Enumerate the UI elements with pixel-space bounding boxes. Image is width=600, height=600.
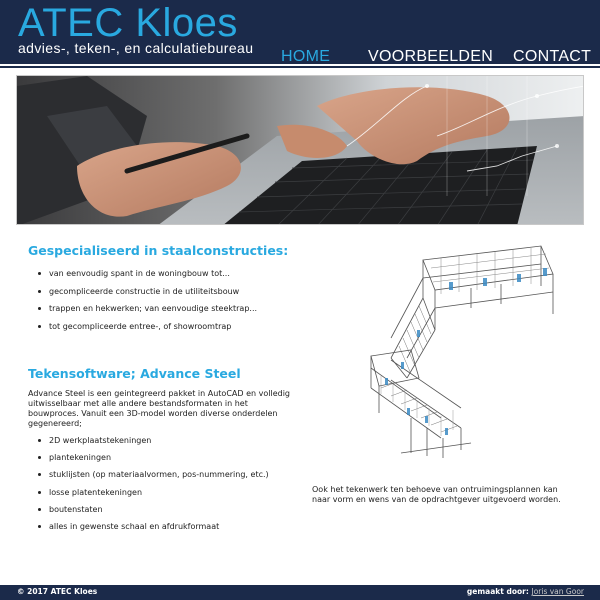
footer-credit-label: gemaakt door:: [466, 587, 529, 596]
section-title-staalconstructies: Gespecialiseerd in staalconstructies:: [28, 243, 289, 258]
hero-image: [16, 75, 584, 225]
list-item: van eenvoudig spant in de woningbouw tot...: [37, 268, 257, 286]
advance-steel-list: [37, 435, 269, 538]
logo-subtitle: advies-, teken-, en calculatiebureau: [18, 40, 254, 56]
list-item: tot gecompliceerde entree-, of showroomtrap: [37, 321, 257, 339]
footer-credit-link[interactable]: Joris van Goor: [531, 587, 584, 596]
list-item: stuklijsten (op materiaalvormen, pos-nummering, etc.): [37, 469, 269, 486]
staalconstructies-list: [37, 268, 257, 338]
list-item: losse platentekeningen: [37, 487, 269, 504]
nav-contact[interactable]: CONTACT: [513, 48, 592, 65]
nav-voorbeelden[interactable]: VOORBEELDEN: [368, 48, 494, 65]
staircase-3d-model: [331, 238, 565, 460]
list-item: boutenstaten: [37, 504, 269, 521]
list-item: alles in gewenste schaal en afdrukformaat: [37, 521, 269, 538]
footer-credit: [467, 587, 584, 596]
staircase-drawing: [331, 238, 565, 460]
list-item: 2D werkplaatstekeningen: [37, 435, 269, 452]
laptop-hands-illustration: [17, 76, 584, 225]
site-header: [0, 0, 600, 68]
footer-copyright: © 2017 ATEC Kloes: [17, 587, 98, 596]
list-item: gecompliceerde constructie in de utiliteitsbouw: [37, 286, 257, 304]
main-nav: [0, 48, 600, 68]
logo-title[interactable]: ATEC Kloes: [18, 1, 238, 45]
nav-home[interactable]: HOME: [281, 48, 331, 65]
ontruimingsplannen-paragraph: Ook het tekenwerk ten behoeve van ontruimingsplannen kan naar vorm en wens van de opdrachtgever uitgevoerd worden.: [312, 485, 561, 504]
list-item: plantekeningen: [37, 452, 269, 469]
advance-steel-paragraph: Advance Steel is een geintegreerd pakket in AutoCAD en volledig uitwisselbaar met alle andere bestandsformaten in het bouwproces. Vanuit een 3D-model worden diverse onderdelen gegenereerd;: [28, 389, 290, 428]
list-item: trappen en hekwerken; van eenvoudige steektrap...: [37, 303, 257, 321]
site-footer: [0, 585, 600, 600]
section-title-tekensoftware: Tekensoftware; Advance Steel: [28, 366, 241, 381]
